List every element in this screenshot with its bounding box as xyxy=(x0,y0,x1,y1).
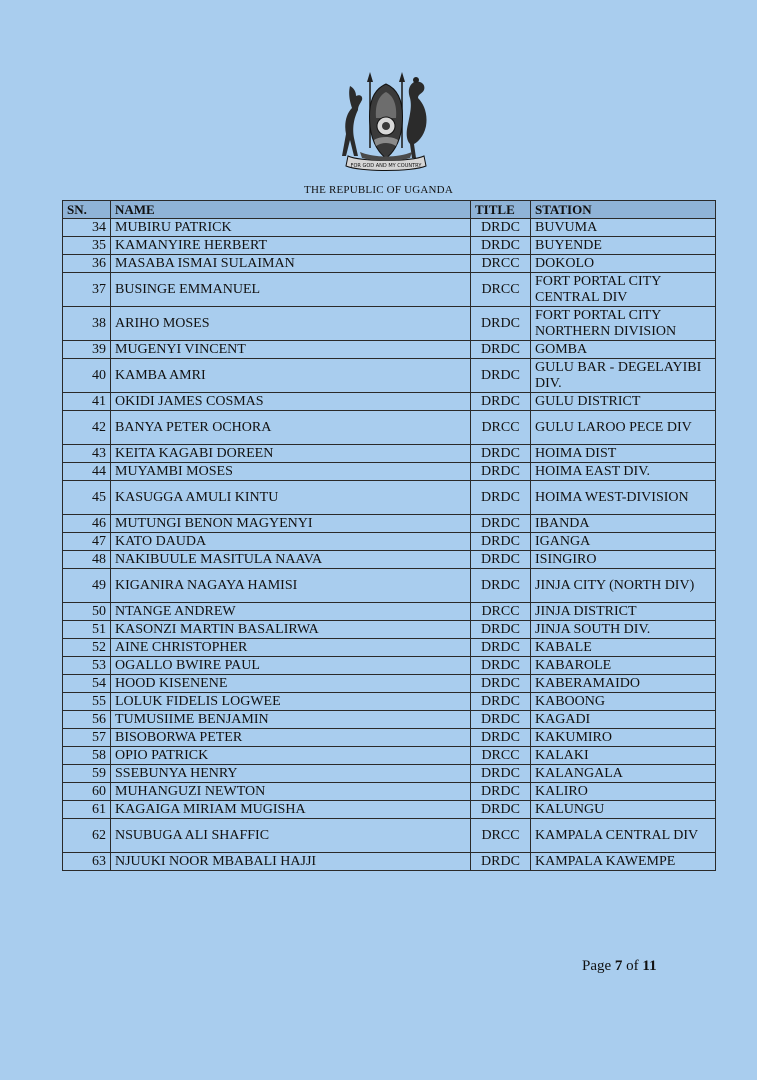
cell-sn: 46 xyxy=(63,515,111,533)
cell-name: BANYA PETER OCHORA xyxy=(111,411,471,445)
table-row xyxy=(63,307,716,341)
cell-name: LOLUK FIDELIS LOGWEE xyxy=(111,693,471,711)
cell-name: MUYAMBI MOSES xyxy=(111,463,471,481)
cell-station: HOIMA WEST-DIVISION xyxy=(531,481,716,515)
cell-station: KABERAMAIDO xyxy=(531,675,716,693)
cell-sn: 44 xyxy=(63,463,111,481)
cell-sn: 49 xyxy=(63,569,111,603)
cell-station: JINJA DISTRICT xyxy=(531,603,716,621)
cell-title: DRDC xyxy=(471,445,531,463)
cell-name: MUBIRU PATRICK xyxy=(111,219,471,237)
cell-title: DRDC xyxy=(471,693,531,711)
table-row xyxy=(63,515,716,533)
table-row xyxy=(63,411,716,445)
cell-sn: 35 xyxy=(63,237,111,255)
cell-sn: 47 xyxy=(63,533,111,551)
cell-name: HOOD KISENENE xyxy=(111,675,471,693)
cell-sn: 48 xyxy=(63,551,111,569)
cell-title: DRCC xyxy=(471,273,531,307)
cell-title: DRDC xyxy=(471,569,531,603)
cell-sn: 61 xyxy=(63,801,111,819)
column-header-title: TITLE xyxy=(471,201,531,219)
cell-station: JINJA SOUTH DIV. xyxy=(531,621,716,639)
cell-sn: 40 xyxy=(63,359,111,393)
cell-station: KALAKI xyxy=(531,747,716,765)
cell-title: DRDC xyxy=(471,237,531,255)
cell-name: KAGAIGA MIRIAM MUGISHA xyxy=(111,801,471,819)
cell-title: DRDC xyxy=(471,533,531,551)
cell-name: NTANGE ANDREW xyxy=(111,603,471,621)
table-body xyxy=(63,219,716,871)
cell-name: NAKIBUULE MASITULA NAAVA xyxy=(111,551,471,569)
cell-sn: 58 xyxy=(63,747,111,765)
column-header-sn: SN. xyxy=(63,201,111,219)
table-row xyxy=(63,569,716,603)
cell-title: DRDC xyxy=(471,359,531,393)
cell-title: DRCC xyxy=(471,255,531,273)
cell-sn: 43 xyxy=(63,445,111,463)
cell-sn: 62 xyxy=(63,819,111,853)
table-row xyxy=(63,729,716,747)
svg-text:FOR GOD AND MY COUNTRY: FOR GOD AND MY COUNTRY xyxy=(350,163,422,169)
table-row xyxy=(63,747,716,765)
cell-name: MUHANGUZI NEWTON xyxy=(111,783,471,801)
cell-station: GULU LAROO PECE DIV xyxy=(531,411,716,445)
cell-station: ISINGIRO xyxy=(531,551,716,569)
cell-title: DRDC xyxy=(471,341,531,359)
cell-name: AINE CHRISTOPHER xyxy=(111,639,471,657)
table-row xyxy=(63,675,716,693)
column-header-name: NAME xyxy=(111,201,471,219)
table-row xyxy=(63,481,716,515)
column-header-station: STATION xyxy=(531,201,716,219)
cell-title: DRDC xyxy=(471,853,531,871)
cell-name: NSUBUGA ALI SHAFFIC xyxy=(111,819,471,853)
cell-name: MUTUNGI BENON MAGYENYI xyxy=(111,515,471,533)
table-row xyxy=(63,783,716,801)
table-row xyxy=(63,341,716,359)
table-row xyxy=(63,801,716,819)
cell-station: KALANGALA xyxy=(531,765,716,783)
cell-sn: 54 xyxy=(63,675,111,693)
cell-name: OPIO PATRICK xyxy=(111,747,471,765)
cell-sn: 39 xyxy=(63,341,111,359)
cell-station: BUVUMA xyxy=(531,219,716,237)
cell-sn: 51 xyxy=(63,621,111,639)
page-current: 7 xyxy=(614,958,623,974)
table-row xyxy=(63,463,716,481)
cell-sn: 42 xyxy=(63,411,111,445)
cell-sn: 45 xyxy=(63,481,111,515)
page-total: 11 xyxy=(642,958,657,974)
cell-sn: 57 xyxy=(63,729,111,747)
table-row xyxy=(63,393,716,411)
cell-station: FORT PORTAL CITY NORTHERN DIVISION xyxy=(531,307,716,341)
cell-sn: 59 xyxy=(63,765,111,783)
cell-name: ARIHO MOSES xyxy=(111,307,471,341)
cell-name: SSEBUNYA HENRY xyxy=(111,765,471,783)
cell-title: DRDC xyxy=(471,783,531,801)
cell-name: KEITA KAGABI DOREEN xyxy=(111,445,471,463)
cell-title: DRDC xyxy=(471,765,531,783)
cell-station: KABAROLE xyxy=(531,657,716,675)
table-row xyxy=(63,219,716,237)
cell-title: DRDC xyxy=(471,675,531,693)
cell-sn: 52 xyxy=(63,639,111,657)
cell-title: DRDC xyxy=(471,307,531,341)
cell-title: DRDC xyxy=(471,621,531,639)
cell-name: KIGANIRA NAGAYA HAMISI xyxy=(111,569,471,603)
cell-station: HOIMA DIST xyxy=(531,445,716,463)
page-number xyxy=(582,958,657,975)
cell-station: KALIRO xyxy=(531,783,716,801)
table-row xyxy=(63,765,716,783)
cell-name: NJUUKI NOOR MBABALI HAJJI xyxy=(111,853,471,871)
republic-heading: THE REPUBLIC OF UGANDA xyxy=(304,184,453,196)
cell-name: KASUGGA AMULI KINTU xyxy=(111,481,471,515)
cell-station: DOKOLO xyxy=(531,255,716,273)
table-row xyxy=(63,639,716,657)
cell-station: GOMBA xyxy=(531,341,716,359)
cell-station: KABOONG xyxy=(531,693,716,711)
cell-name: MUGENYI VINCENT xyxy=(111,341,471,359)
cell-name: MASABA ISMAI SULAIMAN xyxy=(111,255,471,273)
table-row xyxy=(63,621,716,639)
uganda-coat-of-arms-icon xyxy=(330,70,442,182)
cell-title: DRDC xyxy=(471,711,531,729)
cell-station: IGANGA xyxy=(531,533,716,551)
cell-title: DRDC xyxy=(471,639,531,657)
cell-station: KAGADI xyxy=(531,711,716,729)
cell-sn: 50 xyxy=(63,603,111,621)
table-row xyxy=(63,533,716,551)
cell-station: KABALE xyxy=(531,639,716,657)
table-row xyxy=(63,711,716,729)
cell-title: DRCC xyxy=(471,819,531,853)
cell-name: KAMBA AMRI xyxy=(111,359,471,393)
table-header-row xyxy=(63,201,716,219)
cell-sn: 38 xyxy=(63,307,111,341)
cell-sn: 63 xyxy=(63,853,111,871)
cell-title: DRDC xyxy=(471,463,531,481)
cell-title: DRDC xyxy=(471,551,531,569)
cell-name: OGALLO BWIRE PAUL xyxy=(111,657,471,675)
cell-name: KATO DAUDA xyxy=(111,533,471,551)
cell-station: KAMPALA KAWEMPE xyxy=(531,853,716,871)
cell-name: KASONZI MARTIN BASALIRWA xyxy=(111,621,471,639)
cell-station: KALUNGU xyxy=(531,801,716,819)
cell-title: DRDC xyxy=(471,729,531,747)
table-row xyxy=(63,359,716,393)
cell-name: KAMANYIRE HERBERT xyxy=(111,237,471,255)
cell-station: BUYENDE xyxy=(531,237,716,255)
cell-title: DRDC xyxy=(471,393,531,411)
cell-title: DRCC xyxy=(471,747,531,765)
cell-station: GULU BAR - DEGELAYIBI DIV. xyxy=(531,359,716,393)
staff-table xyxy=(62,200,716,871)
table-row xyxy=(63,273,716,307)
cell-sn: 60 xyxy=(63,783,111,801)
cell-title: DRDC xyxy=(471,219,531,237)
table-row xyxy=(63,853,716,871)
table-row xyxy=(63,819,716,853)
cell-sn: 34 xyxy=(63,219,111,237)
table-row xyxy=(63,445,716,463)
cell-station: KAKUMIRO xyxy=(531,729,716,747)
table-row xyxy=(63,551,716,569)
cell-name: TUMUSIIME BENJAMIN xyxy=(111,711,471,729)
cell-title: DRDC xyxy=(471,481,531,515)
cell-station: IBANDA xyxy=(531,515,716,533)
cell-title: DRDC xyxy=(471,515,531,533)
table-row xyxy=(63,693,716,711)
cell-sn: 53 xyxy=(63,657,111,675)
cell-station: FORT PORTAL CITY CENTRAL DIV xyxy=(531,273,716,307)
cell-name: OKIDI JAMES COSMAS xyxy=(111,393,471,411)
cell-title: DRCC xyxy=(471,603,531,621)
cell-sn: 56 xyxy=(63,711,111,729)
cell-name: BISOBORWA PETER xyxy=(111,729,471,747)
page-label: Page xyxy=(582,958,612,974)
cell-sn: 55 xyxy=(63,693,111,711)
cell-title: DRDC xyxy=(471,801,531,819)
cell-station: GULU DISTRICT xyxy=(531,393,716,411)
cell-sn: 41 xyxy=(63,393,111,411)
cell-station: KAMPALA CENTRAL DIV xyxy=(531,819,716,853)
table-row xyxy=(63,255,716,273)
table-row xyxy=(63,603,716,621)
cell-title: DRDC xyxy=(471,657,531,675)
table-row xyxy=(63,657,716,675)
page-of: of xyxy=(626,958,639,974)
cell-sn: 36 xyxy=(63,255,111,273)
cell-station: HOIMA EAST DIV. xyxy=(531,463,716,481)
cell-name: BUSINGE EMMANUEL xyxy=(111,273,471,307)
cell-title: DRCC xyxy=(471,411,531,445)
cell-station: JINJA CITY (NORTH DIV) xyxy=(531,569,716,603)
cell-sn: 37 xyxy=(63,273,111,307)
table-row xyxy=(63,237,716,255)
